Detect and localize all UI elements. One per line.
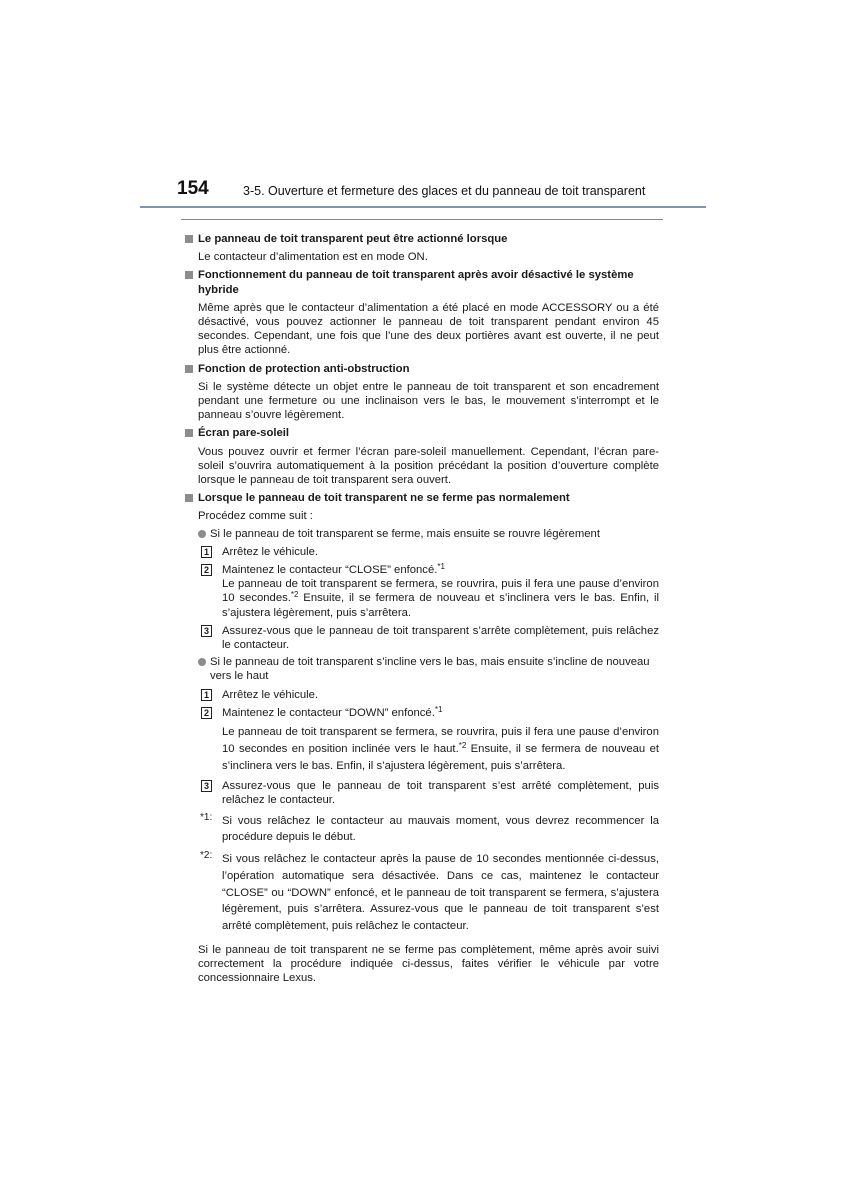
footnote: *1: Si vous relâchez le contacteur au mauvais moment, vous devrez recommencer la procédure depuis le début. — [200, 811, 659, 844]
footnote-mark: *1: — [200, 811, 213, 823]
square-bullet-icon — [185, 365, 193, 373]
footnote: *2: Si vous relâchez le contacteur après la pause de 10 secondes mentionnée ci-dessus, l’opération automatique sera désactivée. Dans ce cas, maintenez le contacteur “CLOSE” ou “DOWN” enfoncé, et le panneau de toit transparent se fermera, s’ajustera légèrement, puis s’arrêtera. Assurez-vous que le panneau de toit transparent s’est arrêté complètement, puis relâchez le contacteur. — [200, 850, 659, 933]
chapter-title: 3-5. Ouverture et fermeture des glaces et du panneau de toit transparent — [243, 184, 646, 198]
square-bullet-icon — [185, 235, 193, 243]
section-title: Fonction de protection anti-obstruction — [184, 362, 659, 376]
page-header — [140, 178, 706, 210]
section-body: Si le système détecte un objet entre le panneau de toit transparent et son encadrement pendant une fermeture ou une inclinaison vers le bas, le mouvement s’interrompt et le panneau s’ouvre légèrement. — [198, 380, 659, 422]
square-bullet-icon — [185, 494, 193, 502]
square-bullet-icon — [185, 271, 193, 279]
footnote-ref: *1 — [434, 704, 443, 714]
step-item: 2 Maintenez le contacteur “DOWN” enfoncé.$^{*1}$ Le panneau de toit transparent se fermera, se rouvrira, puis il fera une pause d’environ 10 secondes en position inclinée vers le haut.$^{*2}$ Ensuite, il se fermera de nouveau et s’inclinera vers le bas. Enfin, il s’ajustera légèrement, puis s’arrêtera. — [198, 706, 659, 775]
square-bullet-icon — [185, 429, 193, 437]
section-title: Fonctionnement du panneau de toit transparent après avoir désactivé le système hybride — [184, 268, 659, 296]
page-content — [184, 228, 659, 986]
case-bullet: Si le panneau de toit transparent se ferme, mais ensuite se rouvre légèrement — [198, 527, 659, 541]
step-item: 2 Maintenez le contacteur “CLOSE” enfoncé.$^{*1}$ Le panneau de toit transparent se fermera, se rouvrira, puis il fera une pause d’environ 10 secondes.$^{*2}$ Ensuite, il se fermera de nouveau et s’inclinera vers le bas. Enfin, il s’ajustera légèrement, puis s’arrêtera. — [198, 563, 659, 620]
footnote-mark: *2: — [200, 850, 213, 862]
section-body: Le contacteur d’alimentation est en mode ON. — [198, 251, 428, 264]
section-body: Vous pouvez ouvrir et fermer l’écran pare-soleil manuellement. Cependant, l’écran pare-soleil s’ouvrira automatiquement à la position précédant la position d’ouverture complète lorsque le panneau de toit transparent sera ouvert. — [198, 445, 659, 487]
step-number: 1 — [201, 689, 212, 701]
step-number: 2 — [201, 564, 212, 576]
step-number: 3 — [201, 625, 212, 637]
step-number: 2 — [201, 707, 212, 719]
content-divider — [181, 219, 663, 220]
footnote-ref: *2 — [458, 741, 467, 751]
section-title: Écran pare-soleil — [184, 426, 659, 440]
round-bullet-icon — [198, 530, 206, 538]
step-number: 3 — [201, 780, 212, 792]
footnote-ref: *1 — [437, 562, 445, 572]
case-bullet: Si le panneau de toit transparent s’incline vers le bas, mais ensuite s’incline de nouveau vers le haut — [198, 655, 659, 683]
step-item: 3 Assurez-vous que le panneau de toit transparent s’est arrêté complètement, puis relâchez le contacteur. — [198, 779, 659, 807]
round-bullet-icon — [198, 658, 206, 666]
step-item: 1 Arrêtez le véhicule. — [198, 545, 659, 559]
header-divider — [140, 206, 706, 208]
section-title: Lorsque le panneau de toit transparent ne se ferme pas normalement — [184, 491, 659, 505]
step-number: 1 — [201, 546, 212, 558]
section-body: Même après que le contacteur d’alimentation a été placé en mode ACCESSORY ou a été désactivé, vous pouvez actionner le panneau de toit transparent pendant environ 45 secondes. Cependant, une fois que l’une des deux portières avant est ouverte, il ne peut plus être actionné. — [198, 301, 659, 357]
step-item: 3 Assurez-vous que le panneau de toit transparent s’arrête complètement, puis relâchez le contacteur. — [198, 624, 659, 652]
page-number: 154 — [177, 178, 209, 199]
section-body: Procédez comme suit : — [198, 510, 313, 523]
step-item: 1 Arrêtez le véhicule. — [198, 688, 659, 702]
footnote-ref: *2 — [290, 590, 299, 600]
section-title: Le panneau de toit transparent peut être actionné lorsque — [184, 232, 659, 246]
closing-paragraph: Si le panneau de toit transparent ne se ferme pas complètement, même après avoir suivi correctement la procédure indiquée ci-dessus, faites vérifier le véhicule par votre concessionnaire Lexus. — [198, 944, 659, 985]
